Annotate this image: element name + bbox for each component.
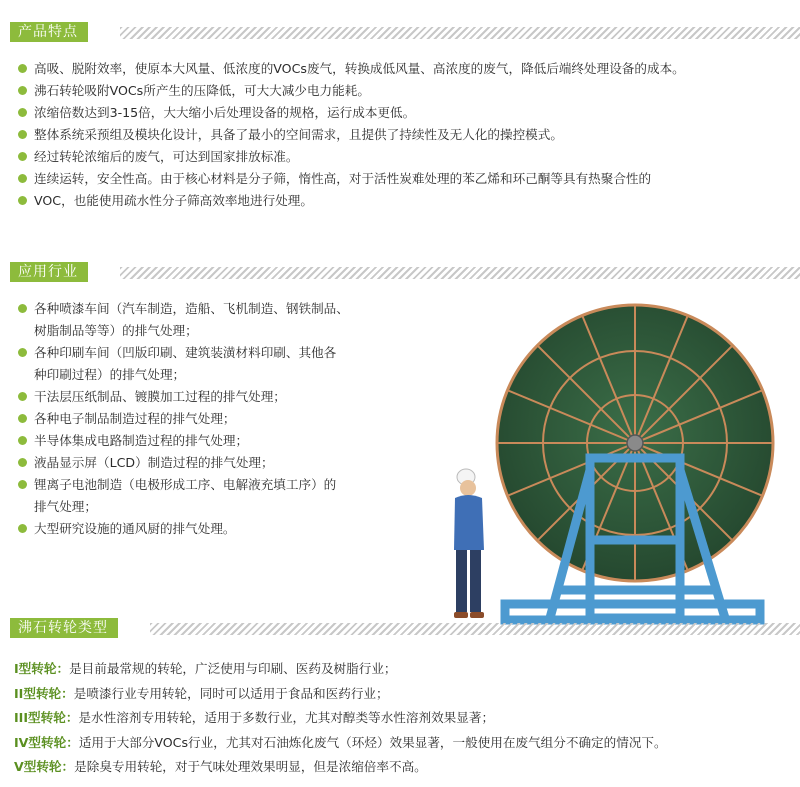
list-item: 大型研究设施的通风厨的排气处理。 [18,518,349,540]
list-item: 经过转轮浓缩后的废气，可达到国家排放标准。 [18,146,685,168]
header-stripes [150,623,800,635]
type-text: 适用于大部分VOCs行业，尤其对石油炼化废气（环烃）效果显著，一般使用在废气组分不确定的情况下。 [78,734,667,750]
types-title: 沸石转轮类型 [10,618,118,638]
type-label: IV型转轮： [14,734,79,750]
industries-title: 应用行业 [10,262,88,282]
type-row [14,657,800,682]
list-item: 连续运转，安全性高。由于核心材料是分子筛，惰性高，对于活性炭难处理的苯乙烯和环己酮等具有热聚合性的 [18,168,685,190]
zeolite-wheel-illustration [440,300,800,630]
types-header [10,618,800,638]
list-item: 各种喷漆车间（汽车制造，造船、飞机制造、钢铁制品、 [18,298,349,320]
type-row [14,755,800,780]
list-item: 各种电子制品制造过程的排气处理； [18,408,349,430]
features-list [18,58,685,212]
type-row [14,706,800,731]
features-header [10,22,800,42]
type-text: 是喷漆行业专用转轮，同时可以适用于食品和医药行业； [73,685,389,701]
list-item: 半导体集成电路制造过程的排气处理； [18,430,349,452]
continuation-text: VOC，也能使用疏水性分子筛高效率地进行处理。 [34,193,313,208]
type-row [14,682,800,707]
list-item: 浓缩倍数达到3-15倍，大大缩小后处理设备的规格，运行成本更低。 [18,102,685,124]
industries-list [18,298,349,540]
type-text: 是水性溶剂专用转轮，适用于多数行业，尤其对醇类等水性溶剂效果显著； [78,710,495,725]
type-label: III型转轮： [14,710,79,725]
header-stripes [120,267,800,279]
industries-header [10,262,800,282]
list-item-continuation: 种印刷过程）的排气处理； [34,367,186,382]
type-row [14,731,800,756]
type-text: 是除臭专用转轮，对于气味处理效果明显，但是浓缩倍率不高。 [74,759,427,774]
list-item: 各种印刷车间（凹版印刷、建筑装潢材料印刷、其他各 [18,342,349,364]
list-item: 高吸、脱附效率，使原本大风量、低浓度的VOCs废气，转换成低风量、高浓度的废气，降低后端终处理设备的成本。 [18,58,685,80]
type-text: 是目前最常规的转轮，广泛使用与印刷、医药及树脂行业； [69,661,397,676]
type-label: II型转轮： [14,685,74,701]
operator-figure [454,469,484,618]
type-label: I型转轮： [14,661,70,676]
list-item: 干法层压纸制品、镀膜加工过程的排气处理； [18,386,349,408]
types-list [14,657,800,780]
list-item: 锂离子电池制造（电极形成工序、电解液充填工序）的 [18,474,349,496]
type-label: V型转轮： [14,759,75,774]
list-item: 液晶显示屏（LCD）制造过程的排气处理； [18,452,349,474]
list-item: 沸石转轮吸附VOCs所产生的压降低，可大大减少电力能耗。 [18,80,685,102]
list-item: 整体系统采预组及模块化设计，具备了最小的空间需求，且提供了持续性及无人化的操控模式。 [18,124,685,146]
features-title: 产品特点 [10,22,88,42]
header-stripes [120,27,800,39]
list-item-continuation: 树脂制品等等）的排气处理； [34,323,198,338]
list-item-continuation [18,190,685,212]
list-item-continuation: 排气处理； [34,499,97,514]
